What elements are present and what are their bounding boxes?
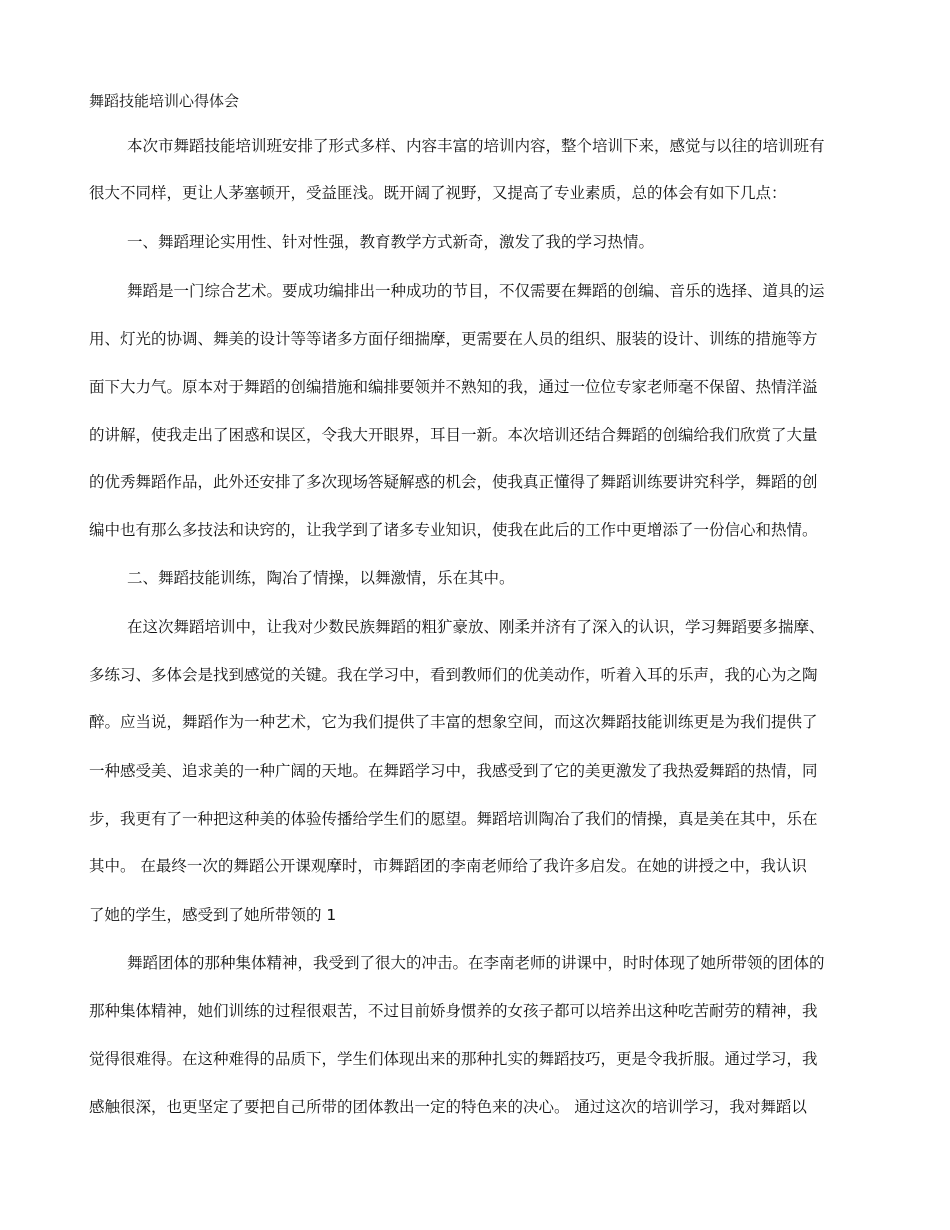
paragraph-line: 醉。应当说，舞蹈作为一种艺术，它为我们提供了丰富的想象空间，而这次舞蹈技能训练更是为我们提供了 [89, 713, 818, 731]
paragraph-line: 面下大力气。原本对于舞蹈的创编措施和编排要领并不熟知的我，通过一位位专家老师毫不保留、热情洋溢 [89, 378, 818, 396]
paragraph-line: 编中也有那么多技法和诀窍的，让我学到了诸多专业知识，使我在此后的工作中更增添了一份信心和热情。 [89, 521, 818, 539]
paragraph-line: 感触很深，也更坚定了要把自己所带的团体教出一定的特色来的决心。 通过这次的培训学习，我对舞蹈以 [89, 1098, 807, 1116]
paragraph-line: 本次市舞蹈技能培训班安排了形式多样、内容丰富的培训内容，整个培训下来，感觉与以往的培训班有 [127, 137, 825, 155]
paragraph-line: 在这次舞蹈培训中，让我对少数民族舞蹈的粗犷豪放、刚柔并济有了深入的认识，学习舞蹈要多揣摩、 [127, 618, 825, 636]
paragraph-line: 步，我更有了一种把这种美的体验传播给学生们的愿望。舞蹈培训陶冶了我们的情操，真是美在其中，乐在 [89, 810, 818, 828]
paragraph-line: 了她的学生，感受到了她所带领的 1 [89, 906, 337, 924]
paragraph-line: 其中。 在最终一次的舞蹈公开课观摩时，市舞蹈团的李南老师给了我许多启发。在她的讲授之中，我认识 [89, 857, 807, 875]
paragraph-line: 觉得很难得。在这种难得的品质下，学生们体现出来的那种扎实的舞蹈技巧，更是令我折服。通过学习，我 [89, 1050, 818, 1068]
paragraph-line: 很大不同样，更让人茅塞顿开，受益匪浅。既开阔了视野，又提高了专业素质，总的体会有如下几点： [89, 184, 787, 202]
document-title: 舞蹈技能培训心得体会 [89, 92, 240, 110]
paragraph-line: 的优秀舞蹈作品，此外还安排了多次现场答疑解惑的机会，使我真正懂得了舞蹈训练要讲究科学，舞蹈的创 [89, 473, 818, 491]
paragraph-line: 舞蹈是一门综合艺术。要成功编排出一种成功的节目，不仅需要在舞蹈的创编、音乐的选择、道具的运 [127, 282, 825, 300]
section-heading: 二、舞蹈技能训练，陶冶了情操，以舞激情，乐在其中。 [127, 569, 515, 587]
section-heading: 一、舞蹈理论实用性、针对性强，教育教学方式新奇，激发了我的学习热情。 [127, 233, 655, 251]
paragraph-line: 多练习、多体会是找到感觉的关键。我在学习中，看到教师们的优美动作，听着入耳的乐声，我的心为之陶 [89, 666, 818, 684]
paragraph-line: 那种集体精神，她们训练的过程很艰苦，不过目前娇身惯养的女孩子都可以培养出这种吃苦耐劳的精神，我 [89, 1002, 818, 1020]
paragraph-line: 的讲解，使我走出了困惑和误区，令我大开眼界，耳目一新。本次培训还结合舞蹈的创编给我们欣赏了大量 [89, 426, 818, 444]
paragraph-line: 一种感受美、追求美的一种广阔的天地。在舞蹈学习中，我感受到了它的美更激发了我热爱舞蹈的热情，同 [89, 762, 818, 780]
paragraph-line: 用、灯光的协调、舞美的设计等等诸多方面仔细揣摩，更需要在人员的组织、服装的设计、训练的措施等方 [89, 330, 818, 348]
paragraph-line: 舞蹈团体的那种集体精神，我受到了很大的冲击。在李南老师的讲课中，时时体现了她所带领的团体的 [127, 954, 825, 972]
